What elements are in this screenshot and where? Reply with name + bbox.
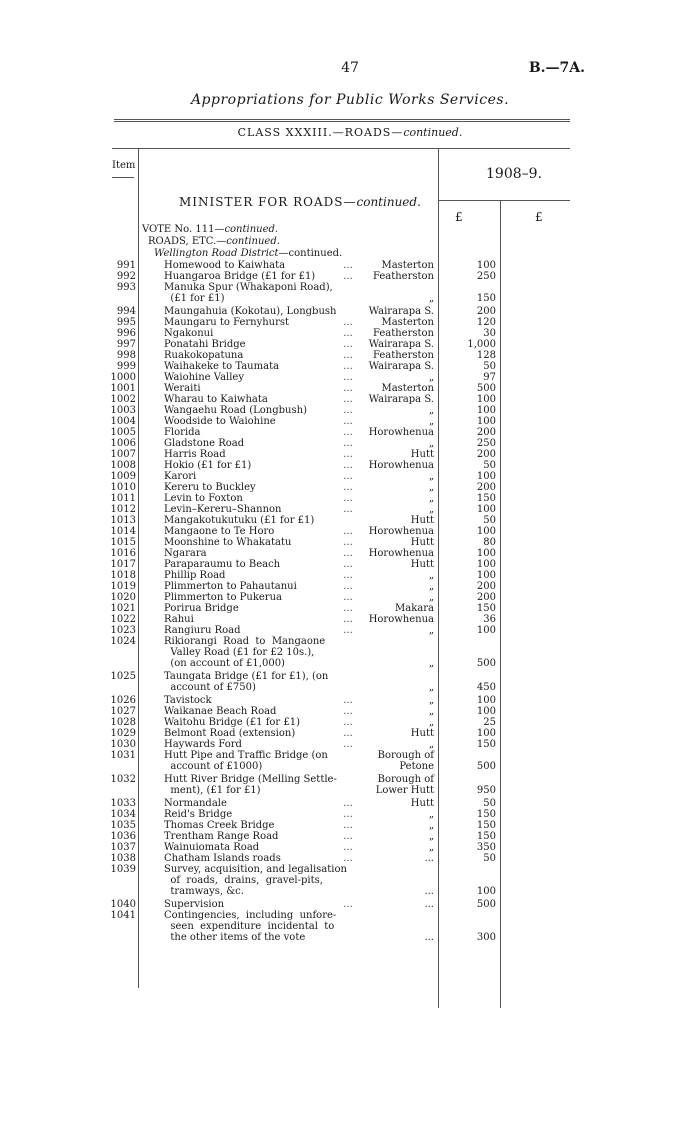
item-district: Masterton [381, 317, 434, 328]
item-description: Woodside to Waiohine [164, 416, 276, 427]
item-description: Levin to Foxton [164, 493, 243, 504]
leader-dots: ... [343, 438, 353, 449]
item-number: 1031 [110, 750, 136, 761]
item-number: 1011 [110, 493, 136, 504]
item-district: Wairarapa S. [368, 339, 434, 350]
item-amount: 1,000 [467, 339, 496, 350]
item-number: 1000 [110, 372, 136, 383]
item-amount: 100 [476, 695, 496, 706]
leader-dots: ... [343, 899, 353, 910]
leader-dots: ... [343, 706, 353, 717]
item-amount: 100 [476, 886, 496, 897]
item-description: Manuka Spur (Whakaponi Road), (£1 for £1) [164, 282, 333, 304]
leader-dots: ... [343, 372, 353, 383]
item-amount: 500 [476, 899, 496, 910]
item-district: „ [428, 842, 434, 853]
pound-symbol-right: £ [535, 210, 543, 224]
class-heading [0, 126, 700, 139]
item-district: „ [428, 471, 434, 482]
item-amount: 50 [483, 460, 496, 471]
leader-dots: ... [343, 350, 353, 361]
item-number: 1035 [110, 820, 136, 831]
item-amount: 50 [483, 515, 496, 526]
item-amount: 300 [476, 932, 496, 943]
item-district: Wairarapa S. [368, 361, 434, 372]
year-column-header: 1908–9. [486, 166, 542, 182]
item-amount: 200 [476, 306, 496, 317]
item-district: Hutt [410, 798, 434, 809]
item-number: 1027 [110, 706, 136, 717]
item-number: 1013 [110, 515, 136, 526]
item-column-header: Item [112, 160, 136, 171]
leader-dots: ... [343, 394, 353, 405]
item-amount: 200 [476, 449, 496, 460]
item-number: 1016 [110, 548, 136, 559]
item-amount: 150 [476, 739, 496, 750]
item-district: „ [428, 809, 434, 820]
item-description: Levin–Kereru–Shannon [164, 504, 282, 515]
item-amount: 100 [476, 416, 496, 427]
item-amount: 150 [476, 493, 496, 504]
item-amount: 97 [483, 372, 496, 383]
leader-dots: ... [343, 820, 353, 831]
item-number: 1001 [110, 383, 136, 394]
item-number: 999 [116, 361, 136, 372]
item-description: Ngarara [164, 548, 207, 559]
roads-heading [148, 236, 280, 247]
item-amount: 100 [476, 260, 496, 271]
item-description: Paraparaumu to Beach [164, 559, 281, 570]
item-district: Horowhenua [368, 526, 434, 537]
item-description: Ponatahi Bridge [164, 339, 246, 350]
leader-dots: ... [343, 717, 353, 728]
item-description: Porirua Bridge [164, 603, 239, 614]
item-district: „ [428, 706, 434, 717]
item-district: „ [428, 820, 434, 831]
item-district: Horowhenua [368, 548, 434, 559]
page-title: Appropriations for Public Works Services. [190, 92, 510, 108]
item-amount: 150 [476, 809, 496, 820]
item-amount: 150 [476, 293, 496, 304]
leader-dots: ... [343, 798, 353, 809]
district-heading-text: Wellington Road District [154, 248, 279, 259]
item-number: 1006 [110, 438, 136, 449]
leader-dots: ... [343, 416, 353, 427]
leader-dots: ... [343, 460, 353, 471]
pound-symbol-left: £ [455, 210, 463, 224]
item-district: Hutt [410, 449, 434, 460]
item-amount: 50 [483, 853, 496, 864]
item-amount: 100 [476, 728, 496, 739]
item-number: 1039 [110, 864, 136, 875]
leader-dots: ... [343, 842, 353, 853]
item-amount: 50 [483, 798, 496, 809]
item-description: Plimmerton to Pahautanui [164, 581, 297, 592]
item-number: 1007 [110, 449, 136, 460]
leader-dots: ... [343, 339, 353, 350]
item-number: 1003 [110, 405, 136, 416]
item-amount: 120 [476, 317, 496, 328]
item-description: Chatham Islands roads [164, 853, 281, 864]
item-header-underline [112, 177, 134, 178]
item-district: „ [428, 482, 434, 493]
item-district: Featherston [372, 271, 434, 282]
leader-dots: ... [343, 603, 353, 614]
item-district: Horowhenua [368, 460, 434, 471]
item-number: 1015 [110, 537, 136, 548]
item-district: Wairarapa S. [368, 306, 434, 317]
item-description: Thomas Creek Bridge [164, 820, 275, 831]
item-number: 992 [116, 271, 136, 282]
leader-dots: ... [343, 317, 353, 328]
item-description: Moonshine to Whakatatu [164, 537, 292, 548]
item-number: 1038 [110, 853, 136, 864]
leader-dots: ... [343, 383, 353, 394]
item-district: Masterton [381, 383, 434, 394]
item-district: ... [424, 853, 434, 864]
item-description: Waihakeke to Taumata [164, 361, 280, 372]
item-number: 1021 [110, 603, 136, 614]
item-amount: 100 [476, 548, 496, 559]
leader-dots: ... [343, 614, 353, 625]
item-number: 1019 [110, 581, 136, 592]
item-number: 1028 [110, 717, 136, 728]
item-amount: 150 [476, 831, 496, 842]
item-description: Supervision [164, 899, 225, 910]
item-number: 997 [116, 339, 136, 350]
item-amount: 100 [476, 526, 496, 537]
item-description: Rikiorangi Road to Mangaone Valley Road (£1 for £2 10s.), (on account of £1,000) [164, 636, 326, 669]
item-amount: 200 [476, 581, 496, 592]
item-number: 1005 [110, 427, 136, 438]
item-number: 1017 [110, 559, 136, 570]
title-rule-top [114, 119, 570, 120]
item-district: „ [428, 695, 434, 706]
leader-dots: ... [343, 493, 353, 504]
item-description: Hutt Pipe and Traffic Bridge (on account of £1000) [164, 750, 328, 772]
leader-dots: ... [343, 695, 353, 706]
table-top-rule [112, 148, 570, 149]
item-number: 1032 [110, 774, 136, 785]
item-district: Featherston [372, 328, 434, 339]
item-number: 998 [116, 350, 136, 361]
item-amount: 100 [476, 625, 496, 636]
leader-dots: ... [343, 739, 353, 750]
item-description: Wangaehu Road (Longbush) [164, 405, 307, 416]
item-amount: 50 [483, 361, 496, 372]
item-number: 1012 [110, 504, 136, 515]
leader-dots: ... [343, 728, 353, 739]
item-number: 1008 [110, 460, 136, 471]
item-district: ... [424, 886, 434, 897]
item-district: „ [428, 592, 434, 603]
roads-heading-text: ROADS, ETC.— [148, 236, 227, 247]
minister-heading [179, 195, 421, 209]
item-number: 1030 [110, 739, 136, 750]
item-district: „ [428, 416, 434, 427]
item-description: Taungata Bridge (£1 for £1), (on account of £750) [164, 671, 329, 693]
item-amount: 500 [476, 383, 496, 394]
item-district: „ [428, 438, 434, 449]
item-district: Borough of Petone [377, 750, 434, 772]
item-number: 1029 [110, 728, 136, 739]
item-number: 1022 [110, 614, 136, 625]
vote-heading [142, 224, 278, 235]
leader-dots: ... [343, 449, 353, 460]
vote-heading-continued: continued. [224, 224, 279, 235]
leader-dots: ... [343, 831, 353, 842]
item-number: 996 [116, 328, 136, 339]
minister-heading-continued: continued. [356, 195, 421, 209]
item-number: 1004 [110, 416, 136, 427]
item-number: 1024 [110, 636, 136, 647]
item-amount: 150 [476, 603, 496, 614]
district-heading [154, 248, 342, 259]
item-number: 1023 [110, 625, 136, 636]
item-district: Horowhenua [368, 614, 434, 625]
item-description: Belmont Road (extension) [164, 728, 296, 739]
leader-dots: ... [343, 427, 353, 438]
item-district: Hutt [410, 728, 434, 739]
leader-dots: ... [343, 570, 353, 581]
item-description: Hutt River Bridge (Melling Settle- ment), (£1 for £1) [164, 774, 337, 796]
leader-dots: ... [343, 482, 353, 493]
item-number: 1034 [110, 809, 136, 820]
item-amount: 100 [476, 405, 496, 416]
item-number: 993 [116, 282, 136, 293]
leader-dots: ... [343, 809, 353, 820]
roads-heading-continued: continued. [226, 236, 280, 247]
item-amount: 30 [483, 328, 496, 339]
item-amount: 950 [476, 785, 496, 796]
leader-dots: ... [343, 526, 353, 537]
item-description: Kereru to Buckley [164, 482, 256, 493]
item-amount: 200 [476, 427, 496, 438]
item-district: „ [428, 504, 434, 515]
leader-dots: ... [343, 853, 353, 864]
item-description: Survey, acquisition, and legalisation of roads, drains, gravel-pits, tramways, &c. [164, 864, 347, 897]
item-description: Waiohine Valley [164, 372, 244, 383]
class-heading-continued: continued. [403, 126, 463, 139]
item-number: 1002 [110, 394, 136, 405]
item-district: „ [428, 372, 434, 383]
leader-dots: ... [343, 328, 353, 339]
item-description: Maungaru to Fernyhurst [164, 317, 290, 328]
item-number: 1010 [110, 482, 136, 493]
item-district: Horowhenua [368, 427, 434, 438]
item-district: „ [428, 739, 434, 750]
item-amount: 128 [476, 350, 496, 361]
item-description: Trentham Range Road [164, 831, 279, 842]
item-amount: 80 [483, 537, 496, 548]
leader-dots: ... [343, 271, 353, 282]
item-district: „ [428, 293, 434, 304]
item-description: Waitohu Bridge (£1 for £1) [164, 717, 301, 728]
item-district: ... [424, 932, 434, 943]
item-description: Florida [164, 427, 201, 438]
leader-dots: ... [343, 361, 353, 372]
item-district: „ [428, 658, 434, 669]
item-number: 994 [116, 306, 136, 317]
item-description: Reid's Bridge [164, 809, 233, 820]
item-number: 1025 [110, 671, 136, 682]
item-number: 995 [116, 317, 136, 328]
leader-dots: ... [343, 537, 353, 548]
item-description: Ruakokopatuna [164, 350, 244, 361]
item-district: Featherston [372, 350, 434, 361]
item-description: Phillip Road [164, 570, 226, 581]
item-district: Hutt [410, 559, 434, 570]
item-district: ... [424, 899, 434, 910]
item-amount: 100 [476, 570, 496, 581]
item-description: Waikanae Beach Road [164, 706, 277, 717]
year-header-rule [438, 200, 570, 201]
item-number: 1026 [110, 695, 136, 706]
item-description: Weraiti [164, 383, 201, 394]
leader-dots: ... [343, 581, 353, 592]
item-column-divider [138, 148, 139, 988]
item-district: Makara [395, 603, 434, 614]
item-number: 1018 [110, 570, 136, 581]
item-number: 1037 [110, 842, 136, 853]
item-amount: 36 [483, 614, 496, 625]
item-description: Homewood to Kaiwhata [164, 260, 286, 271]
leader-dots: ... [343, 405, 353, 416]
item-amount: 100 [476, 706, 496, 717]
item-description: Harris Road [164, 449, 226, 460]
amount-column-mid-divider [500, 200, 501, 1008]
item-amount: 100 [476, 471, 496, 482]
item-number: 1009 [110, 471, 136, 482]
item-description: Normandale [164, 798, 227, 809]
item-district: Hutt [410, 537, 434, 548]
item-number: 1041 [110, 910, 136, 921]
leader-dots: ... [343, 559, 353, 570]
item-number: 1014 [110, 526, 136, 537]
item-description: Contingencies, including unfore- seen expenditure incidental to the other items of the vote [164, 910, 337, 943]
page-number: 47 [341, 60, 359, 76]
item-district: „ [428, 570, 434, 581]
leader-dots: ... [343, 471, 353, 482]
item-description: Tavistock [164, 695, 212, 706]
item-description: Huangaroa Bridge (£1 for £1) [164, 271, 316, 282]
item-district: Borough of Lower Hutt [375, 774, 434, 796]
item-description: Plimmerton to Pukerua [164, 592, 282, 603]
item-amount: 25 [483, 717, 496, 728]
item-number: 1036 [110, 831, 136, 842]
vote-heading-text: VOTE No. 111— [142, 224, 225, 235]
item-amount: 350 [476, 842, 496, 853]
item-district: „ [428, 405, 434, 416]
item-district: „ [428, 717, 434, 728]
item-description: Hokio (£1 for £1) [164, 460, 252, 471]
leader-dots: ... [343, 625, 353, 636]
item-description: Maungahuia (Kokotau), Longbush [164, 306, 337, 317]
item-amount: 150 [476, 820, 496, 831]
item-description: Rangiuru Road [164, 625, 241, 636]
item-description: Wharau to Kaiwhata [164, 394, 268, 405]
item-amount: 250 [476, 271, 496, 282]
item-district: Wairarapa S. [368, 394, 434, 405]
item-amount: 200 [476, 592, 496, 603]
item-number: 991 [116, 260, 136, 271]
item-description: Wainuiomata Road [164, 842, 260, 853]
item-description: Rahui [164, 614, 194, 625]
item-amount: 200 [476, 482, 496, 493]
leader-dots: ... [343, 548, 353, 559]
item-amount: 250 [476, 438, 496, 449]
title-rule-bottom [114, 121, 570, 122]
district-heading-continued: —continued. [278, 248, 343, 259]
item-amount: 450 [476, 682, 496, 693]
leader-dots: ... [343, 260, 353, 271]
item-description: Haywards Ford [164, 739, 242, 750]
item-description: Mangakotukutuku (£1 for £1) [164, 515, 315, 526]
item-description: Karori [164, 471, 197, 482]
item-amount: 500 [476, 658, 496, 669]
item-district: „ [428, 581, 434, 592]
item-amount: 100 [476, 559, 496, 570]
item-amount: 500 [476, 761, 496, 772]
item-district: „ [428, 625, 434, 636]
item-district: Hutt [410, 515, 434, 526]
item-district: „ [428, 831, 434, 842]
leader-dots: ... [343, 504, 353, 515]
item-district: „ [428, 493, 434, 504]
item-number: 1020 [110, 592, 136, 603]
amount-column-left-divider [438, 148, 439, 1008]
item-number: 1040 [110, 899, 136, 910]
item-description: Mangaone to Te Horo [164, 526, 275, 537]
item-amount: 100 [476, 504, 496, 515]
item-description: Ngakonui [164, 328, 214, 339]
leader-dots: ... [343, 592, 353, 603]
item-district: Masterton [381, 260, 434, 271]
item-district: „ [428, 682, 434, 693]
class-heading-text: CLASS XXXIII.—ROADS— [237, 126, 404, 139]
item-number: 1033 [110, 798, 136, 809]
item-description: Gladstone Road [164, 438, 245, 449]
document-reference: B.—7A. [528, 60, 585, 76]
item-amount: 100 [476, 394, 496, 405]
minister-heading-text: MINISTER FOR ROADS— [179, 195, 357, 209]
